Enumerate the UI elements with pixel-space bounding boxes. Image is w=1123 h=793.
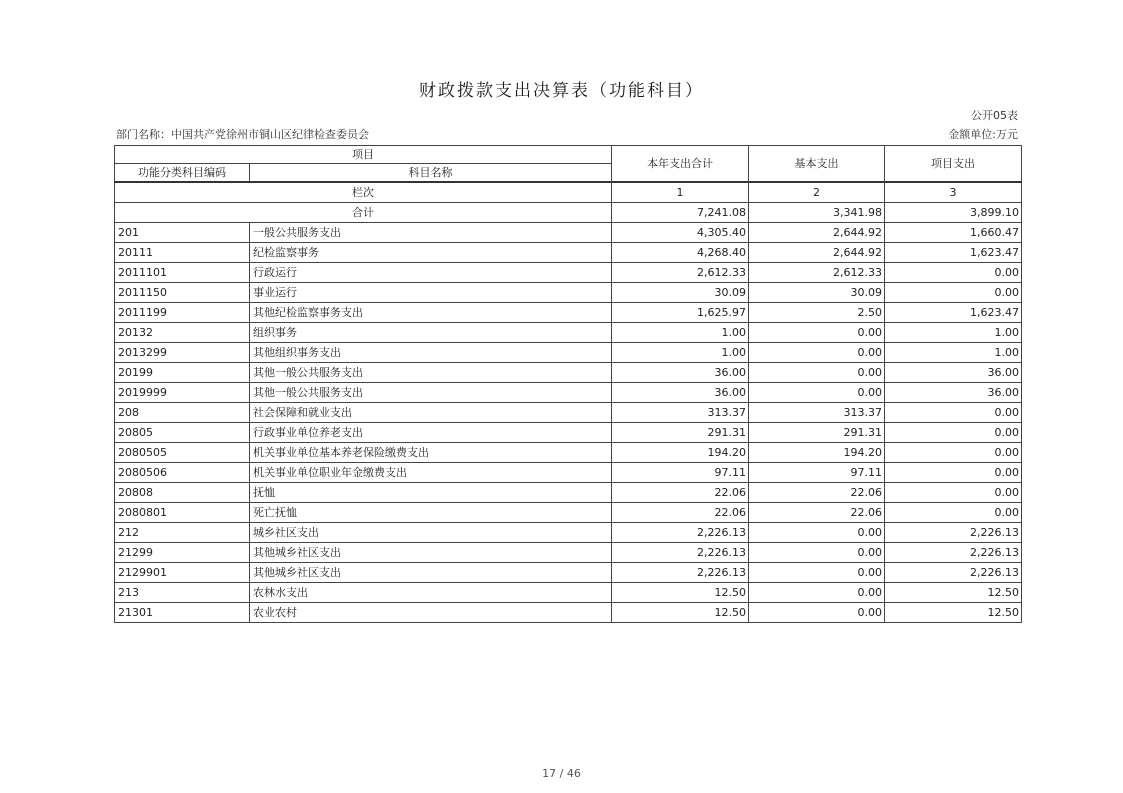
row-code: 2019999 bbox=[115, 383, 250, 403]
summary-project: 3,899.10 bbox=[885, 203, 1022, 223]
row-total: 22.06 bbox=[612, 503, 749, 523]
table-row bbox=[115, 483, 1022, 503]
table-row bbox=[115, 463, 1022, 483]
row-project: 0.00 bbox=[885, 463, 1022, 483]
row-name: 死亡抚恤 bbox=[250, 503, 612, 523]
column-number-label: 栏次 bbox=[115, 182, 612, 203]
row-name: 其他纪检监察事务支出 bbox=[250, 303, 612, 323]
row-basic: 22.06 bbox=[749, 483, 885, 503]
header-total: 本年支出合计 bbox=[612, 146, 749, 183]
row-name: 组织事务 bbox=[250, 323, 612, 343]
row-basic: 0.00 bbox=[749, 523, 885, 543]
row-total: 1.00 bbox=[612, 323, 749, 343]
table-row bbox=[115, 263, 1022, 283]
row-code: 20111 bbox=[115, 243, 250, 263]
table-row bbox=[115, 503, 1022, 523]
row-code: 2013299 bbox=[115, 343, 250, 363]
row-code: 20132 bbox=[115, 323, 250, 343]
row-project: 0.00 bbox=[885, 443, 1022, 463]
row-code: 212 bbox=[115, 523, 250, 543]
row-project: 0.00 bbox=[885, 503, 1022, 523]
header-item: 项目 bbox=[115, 146, 612, 164]
row-name: 农业农村 bbox=[250, 603, 612, 623]
table-row bbox=[115, 523, 1022, 543]
row-basic: 313.37 bbox=[749, 403, 885, 423]
row-code: 208 bbox=[115, 403, 250, 423]
row-project: 0.00 bbox=[885, 283, 1022, 303]
row-total: 4,305.40 bbox=[612, 223, 749, 243]
row-basic: 97.11 bbox=[749, 463, 885, 483]
row-name: 其他组织事务支出 bbox=[250, 343, 612, 363]
row-total: 2,226.13 bbox=[612, 543, 749, 563]
table-row bbox=[115, 223, 1022, 243]
row-code: 2011199 bbox=[115, 303, 250, 323]
row-basic: 0.00 bbox=[749, 583, 885, 603]
column-number-3: 3 bbox=[885, 182, 1022, 203]
table-id-label: 公开05表 bbox=[971, 109, 1018, 122]
row-total: 12.50 bbox=[612, 583, 749, 603]
row-code: 2011101 bbox=[115, 263, 250, 283]
column-number-2: 2 bbox=[749, 182, 885, 203]
row-basic: 0.00 bbox=[749, 563, 885, 583]
row-total: 36.00 bbox=[612, 363, 749, 383]
row-total: 30.09 bbox=[612, 283, 749, 303]
row-total: 36.00 bbox=[612, 383, 749, 403]
row-total: 1.00 bbox=[612, 343, 749, 363]
column-number-1: 1 bbox=[612, 182, 749, 203]
row-code: 2129901 bbox=[115, 563, 250, 583]
row-project: 1.00 bbox=[885, 343, 1022, 363]
table-row bbox=[115, 583, 1022, 603]
row-total: 4,268.40 bbox=[612, 243, 749, 263]
row-name: 机关事业单位职业年金缴费支出 bbox=[250, 463, 612, 483]
row-name: 一般公共服务支出 bbox=[250, 223, 612, 243]
summary-basic: 3,341.98 bbox=[749, 203, 885, 223]
table-row bbox=[115, 403, 1022, 423]
expenditure-table bbox=[114, 145, 1022, 623]
summary-label: 合计 bbox=[115, 203, 612, 223]
unit-label: 金额单位:万元 bbox=[948, 128, 1018, 141]
table-row bbox=[115, 563, 1022, 583]
row-project: 2,226.13 bbox=[885, 543, 1022, 563]
table-row bbox=[115, 303, 1022, 323]
row-project: 1.00 bbox=[885, 323, 1022, 343]
row-basic: 2.50 bbox=[749, 303, 885, 323]
row-name: 社会保障和就业支出 bbox=[250, 403, 612, 423]
row-name: 其他城乡社区支出 bbox=[250, 563, 612, 583]
row-code: 21299 bbox=[115, 543, 250, 563]
column-number-row bbox=[115, 182, 1022, 203]
row-project: 2,226.13 bbox=[885, 523, 1022, 543]
row-project: 1,660.47 bbox=[885, 223, 1022, 243]
row-name: 行政事业单位养老支出 bbox=[250, 423, 612, 443]
row-code: 21301 bbox=[115, 603, 250, 623]
row-code: 2080506 bbox=[115, 463, 250, 483]
header-row-1 bbox=[115, 146, 1022, 164]
row-project: 2,226.13 bbox=[885, 563, 1022, 583]
row-name: 农林水支出 bbox=[250, 583, 612, 603]
row-total: 313.37 bbox=[612, 403, 749, 423]
row-basic: 0.00 bbox=[749, 363, 885, 383]
row-project: 12.50 bbox=[885, 603, 1022, 623]
summary-row bbox=[115, 203, 1022, 223]
row-code: 20199 bbox=[115, 363, 250, 383]
row-basic: 2,612.33 bbox=[749, 263, 885, 283]
row-basic: 2,644.92 bbox=[749, 243, 885, 263]
row-basic: 30.09 bbox=[749, 283, 885, 303]
row-project: 1,623.47 bbox=[885, 303, 1022, 323]
row-name: 抚恤 bbox=[250, 483, 612, 503]
row-code: 20808 bbox=[115, 483, 250, 503]
row-basic: 0.00 bbox=[749, 323, 885, 343]
row-total: 194.20 bbox=[612, 443, 749, 463]
page-title: 财政拨款支出决算表（功能科目） bbox=[419, 81, 704, 101]
row-code: 2080505 bbox=[115, 443, 250, 463]
table-row bbox=[115, 363, 1022, 383]
row-project: 0.00 bbox=[885, 483, 1022, 503]
row-total: 2,226.13 bbox=[612, 523, 749, 543]
header-name: 科目名称 bbox=[250, 164, 612, 183]
table-row bbox=[115, 243, 1022, 263]
table-row bbox=[115, 443, 1022, 463]
table-row bbox=[115, 383, 1022, 403]
table-row bbox=[115, 603, 1022, 623]
table-row bbox=[115, 543, 1022, 563]
row-total: 12.50 bbox=[612, 603, 749, 623]
row-total: 291.31 bbox=[612, 423, 749, 443]
row-total: 2,226.13 bbox=[612, 563, 749, 583]
row-code: 201 bbox=[115, 223, 250, 243]
row-basic: 0.00 bbox=[749, 603, 885, 623]
department-label: 部门名称：中国共产党徐州市铜山区纪律检查委员会 bbox=[116, 128, 369, 141]
row-total: 22.06 bbox=[612, 483, 749, 503]
table-row bbox=[115, 283, 1022, 303]
row-total: 1,625.97 bbox=[612, 303, 749, 323]
row-code: 20805 bbox=[115, 423, 250, 443]
row-project: 36.00 bbox=[885, 363, 1022, 383]
row-total: 97.11 bbox=[612, 463, 749, 483]
table-row bbox=[115, 343, 1022, 363]
row-basic: 0.00 bbox=[749, 383, 885, 403]
page-number: 17 / 46 bbox=[542, 767, 581, 780]
row-basic: 291.31 bbox=[749, 423, 885, 443]
row-project: 1,623.47 bbox=[885, 243, 1022, 263]
row-total: 2,612.33 bbox=[612, 263, 749, 283]
summary-total: 7,241.08 bbox=[612, 203, 749, 223]
row-project: 0.00 bbox=[885, 423, 1022, 443]
row-name: 事业运行 bbox=[250, 283, 612, 303]
row-project: 36.00 bbox=[885, 383, 1022, 403]
row-name: 纪检监察事务 bbox=[250, 243, 612, 263]
table-row bbox=[115, 323, 1022, 343]
table-row bbox=[115, 423, 1022, 443]
row-name: 其他一般公共服务支出 bbox=[250, 383, 612, 403]
header-project: 项目支出 bbox=[885, 146, 1022, 183]
header-basic: 基本支出 bbox=[749, 146, 885, 183]
row-project: 0.00 bbox=[885, 263, 1022, 283]
row-basic: 194.20 bbox=[749, 443, 885, 463]
row-basic: 22.06 bbox=[749, 503, 885, 523]
row-project: 0.00 bbox=[885, 403, 1022, 423]
row-project: 12.50 bbox=[885, 583, 1022, 603]
row-basic: 0.00 bbox=[749, 343, 885, 363]
row-name: 机关事业单位基本养老保险缴费支出 bbox=[250, 443, 612, 463]
row-basic: 2,644.92 bbox=[749, 223, 885, 243]
row-basic: 0.00 bbox=[749, 543, 885, 563]
row-code: 213 bbox=[115, 583, 250, 603]
header-code: 功能分类科目编码 bbox=[115, 164, 250, 183]
row-code: 2011150 bbox=[115, 283, 250, 303]
row-name: 城乡社区支出 bbox=[250, 523, 612, 543]
row-code: 2080801 bbox=[115, 503, 250, 523]
row-name: 行政运行 bbox=[250, 263, 612, 283]
row-name: 其他一般公共服务支出 bbox=[250, 363, 612, 383]
row-name: 其他城乡社区支出 bbox=[250, 543, 612, 563]
